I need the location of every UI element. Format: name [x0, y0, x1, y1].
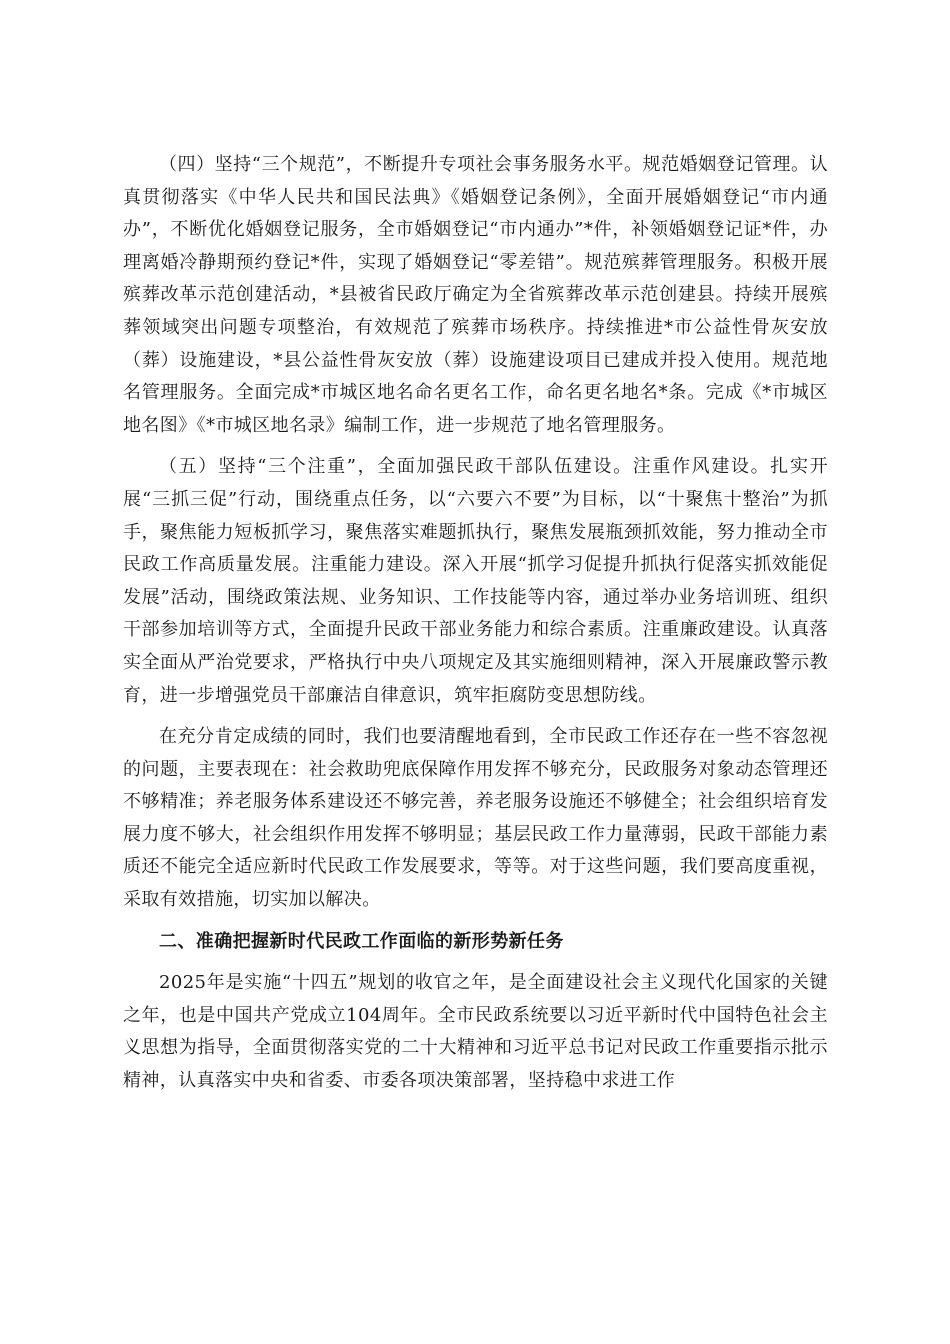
document-body	[123, 149, 828, 1107]
paragraph-problems: 在充分肯定成绩的同时，我们也要清醒地看到，全市民政工作还存在一些不容忽视的问题，主要表现在：社会救助兜底保障作用发挥不够充分，民政服务对象动态管理还不够精准；养老服务体系建设还不够完善，养老服务设施还不够健全；社会组织培育发展力度不够大，社会组织作用发挥不够明显；基层民政工作力量薄弱，民政干部能力素质还不能完全适应新时代民政工作发展要求，等等。对于这些问题，我们要高度重视，采取有效措施，切实加以解决。	[123, 726, 828, 911]
section-heading: 二、准确把握新时代民政工作面临的新形势新任务	[159, 930, 564, 952]
paragraph-four-three-standards: （四）坚持“三个规范”，不断提升专项社会事务服务水平。规范婚姻登记管理。认真贯彻落实《中华人民共和国民法典》《婚姻登记条例》，全面开展婚姻登记“市内通办”，不断优化婚姻登记服务，全市婚姻登记“市内通办”*件，补领婚姻登记证*件，办理离婚冷静期预约登记*件，实现了婚姻登记“零差错”。规范殡葬管理服务。积极开展殡葬改革示范创建活动，*县被省民政厅确定为全省殡葬改革示范创建县。持续开展殡葬领域突出问题专项整治，有效规范了殡葬市场秩序。持续推进*市公益性骨灰安放（葬）设施建设，*县公益性骨灰安放（葬）设施建设项目已建成并投入使用。规范地名管理服务。全面完成*市城区地名命名更名工作，命名更名地名*条。完成《*市城区地名图》《*市城区地名录》编制工作，进一步规范了地名管理服务。	[123, 154, 828, 436]
paragraph-2025-outlook: 2025年是实施“十四五”规划的收官之年，是全面建设社会主义现代化国家的关键之年，也是中国共产党成立104周年。全市民政系统要以习近平新时代中国特色社会主义思想为指导，全面贯彻落实党的二十大精神和习近平总书记对民政工作重要指示批示精神，认真落实中央和省委、市委各项决策部署，坚持稳中求进工作	[123, 972, 828, 1092]
paragraph-five-three-emphases: （五）坚持“三个注重”，全面加强民政干部队伍建设。注重作风建设。扎实开展“三抓三促”行动，围绕重点任务，以“六要六不要”为目标，以“十聚焦十整治”为抓手，聚焦能力短板抓学习，聚焦落实难题抓执行，聚焦发展瓶颈抓效能，努力推动全市民政工作高质量发展。注重能力建设。深入开展“抓学习促提升抓执行促落实抓效能促发展”活动，围绕政策法规、业务知识、工作技能等内容，通过举办业务培训班、组织干部参加培训等方式，全面提升民政干部业务能力和综合素质。注重廉政建设。认真落实全面从严治党要求，严格执行中央八项规定及其实施细则精神，深入开展廉政警示教育，进一步增强党员干部廉洁自律意识，筑牢拒腐防变思想防线。	[123, 456, 828, 706]
